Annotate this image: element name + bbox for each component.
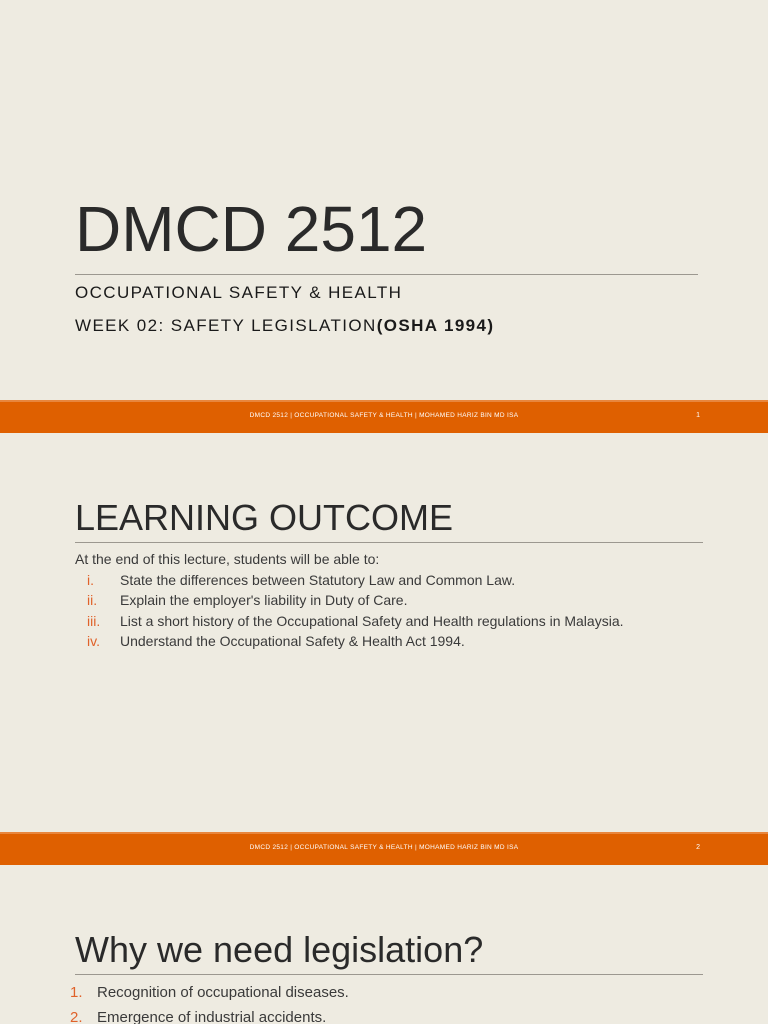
heading-divider (75, 542, 703, 543)
list-item-text: Recognition of occupational diseases. (97, 984, 349, 1001)
footer-text: DMCD 2512 | OCCUPATIONAL SAFETY & HEALTH | MOHAMED HARIZ BIN MD ISA (249, 412, 519, 419)
list-item-text: Emergence of industrial accidents. (97, 1009, 327, 1024)
week-subtitle (75, 316, 494, 336)
list-item-text: State the differences between Statutory Law and Common Law. (120, 572, 516, 588)
heading-divider (75, 974, 703, 975)
list-item-number: 1. (70, 984, 83, 1001)
slide-why-legislation (0, 866, 768, 1024)
footer-text: DMCD 2512 | OCCUPATIONAL SAFETY & HEALTH | MOHAMED HARIZ BIN MD ISA (249, 844, 519, 851)
week-subtitle-text: WEEK 02: SAFETY LEGISLATION (75, 316, 377, 335)
slide-footer (0, 832, 768, 865)
list-item-number: iv. (87, 632, 100, 649)
page-number: 2 (696, 844, 700, 851)
footer-strip (0, 832, 768, 834)
slide-footer (0, 400, 768, 433)
list-item-number: ii. (87, 592, 98, 609)
list-item-number: i. (87, 572, 94, 588)
slide-heading: LEARNING OUTCOME (75, 497, 454, 538)
slide-title-heading: DMCD 2512 (75, 193, 428, 265)
title-divider (75, 274, 698, 275)
footer-strip (0, 400, 768, 402)
list-item-text: Explain the employer's liability in Duty of Care. (120, 592, 408, 609)
course-subtitle: OCCUPATIONAL SAFETY & HEALTH (75, 283, 403, 302)
slide-learning-outcome (0, 433, 768, 832)
week-subtitle-bold: (OSHA 1994) (376, 316, 495, 335)
slide-title (0, 0, 768, 400)
intro-text: At the end of this lecture, students will be able to: (75, 551, 380, 567)
list-item-text: List a short history of the Occupational Safety and Health regulations in Malaysia. (120, 612, 624, 629)
list-item-text: Understand the Occupational Safety & Health Act 1994. (120, 632, 465, 649)
list-item-number: 2. (70, 1009, 83, 1024)
page-number: 1 (696, 412, 700, 419)
list-item-number: iii. (87, 612, 101, 629)
slide-heading: Why we need legislation? (75, 929, 484, 970)
